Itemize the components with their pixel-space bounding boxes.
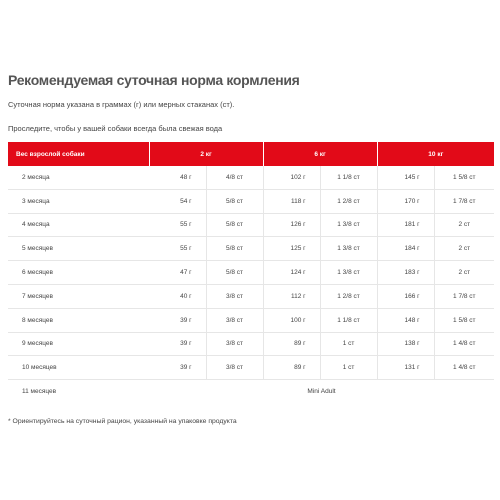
grams-cell: 183 г bbox=[377, 261, 434, 285]
cups-cell: 3/8 ст bbox=[206, 308, 263, 332]
age-cell: 3 месяца bbox=[8, 189, 149, 213]
age-cell: 11 месяцев bbox=[22, 388, 57, 396]
grams-cell: 148 г bbox=[377, 308, 434, 332]
table-row bbox=[8, 261, 494, 285]
page-title: Рекомендуемая суточная норма кормления bbox=[8, 72, 300, 88]
grams-cell: 170 г bbox=[377, 189, 434, 213]
cups-cell: 1 1/8 ст bbox=[320, 166, 377, 189]
grams-cell: 54 г bbox=[149, 189, 206, 213]
table-row bbox=[8, 166, 494, 189]
cups-cell: 1 3/8 ст bbox=[320, 237, 377, 261]
grams-cell: 100 г bbox=[263, 308, 320, 332]
footnote: * Ориентируйтесь на суточный рацион, указанный на упаковке продукта bbox=[8, 418, 237, 425]
cups-cell: 2 ст bbox=[434, 213, 494, 237]
cups-cell: 2 ст bbox=[434, 261, 494, 285]
grams-cell: 102 г bbox=[263, 166, 320, 189]
grams-cell: 55 г bbox=[149, 213, 206, 237]
grams-cell: 131 г bbox=[377, 356, 434, 380]
cups-cell: 1 4/8 ст bbox=[434, 356, 494, 380]
product-cell: Mini Adult bbox=[307, 388, 336, 396]
table-header-row bbox=[8, 142, 494, 166]
grams-cell: 118 г bbox=[263, 189, 320, 213]
grams-cell: 181 г bbox=[377, 213, 434, 237]
grams-cell: 145 г bbox=[377, 166, 434, 189]
cups-cell: 5/8 ст bbox=[206, 261, 263, 285]
grams-cell: 138 г bbox=[377, 332, 434, 356]
table-row bbox=[8, 237, 494, 261]
table-row bbox=[8, 332, 494, 356]
cups-cell: 1 ст bbox=[320, 356, 377, 380]
grams-cell: 48 г bbox=[149, 166, 206, 189]
water-note: Проследите, чтобы у вашей собаки всегда была свежая вода bbox=[8, 124, 223, 133]
feeding-table bbox=[8, 142, 494, 403]
age-cell: 5 месяцев bbox=[8, 237, 149, 261]
cups-cell: 1 7/8 ст bbox=[434, 284, 494, 308]
header-weight: 10 кг bbox=[377, 142, 494, 166]
header-label: Вес взрослой собаки bbox=[8, 142, 149, 166]
cups-cell: 1 2/8 ст bbox=[320, 284, 377, 308]
grams-cell: 40 г bbox=[149, 284, 206, 308]
header-weight: 6 кг bbox=[263, 142, 377, 166]
cups-cell: 5/8 ст bbox=[206, 189, 263, 213]
cups-cell: 1 7/8 ст bbox=[434, 189, 494, 213]
cups-cell: 1 2/8 ст bbox=[320, 189, 377, 213]
cups-cell: 5/8 ст bbox=[206, 213, 263, 237]
grams-cell: 39 г bbox=[149, 356, 206, 380]
grams-cell: 47 г bbox=[149, 261, 206, 285]
cups-cell: 3/8 ст bbox=[206, 356, 263, 380]
grams-cell: 166 г bbox=[377, 284, 434, 308]
cups-cell: 1 3/8 ст bbox=[320, 213, 377, 237]
table-row bbox=[8, 189, 494, 213]
age-cell: 10 месяцев bbox=[8, 356, 149, 380]
cups-cell: 5/8 ст bbox=[206, 237, 263, 261]
cups-cell: 1 ст bbox=[320, 332, 377, 356]
grams-cell: 39 г bbox=[149, 332, 206, 356]
grams-cell: 112 г bbox=[263, 284, 320, 308]
cups-cell: 3/8 ст bbox=[206, 284, 263, 308]
grams-cell: 55 г bbox=[149, 237, 206, 261]
grams-cell: 89 г bbox=[263, 356, 320, 380]
age-cell: 9 месяцев bbox=[8, 332, 149, 356]
grams-cell: 124 г bbox=[263, 261, 320, 285]
age-cell: 4 месяца bbox=[8, 213, 149, 237]
cups-cell: 1 4/8 ст bbox=[434, 332, 494, 356]
cups-cell: 4/8 ст bbox=[206, 166, 263, 189]
cups-cell: 1 3/8 ст bbox=[320, 261, 377, 285]
grams-cell: 39 г bbox=[149, 308, 206, 332]
table-row bbox=[8, 308, 494, 332]
age-cell: 8 месяцев bbox=[8, 308, 149, 332]
grams-cell: 184 г bbox=[377, 237, 434, 261]
intro-text: Суточная норма указана в граммах (г) или мерных стаканах (ст). bbox=[8, 100, 235, 109]
table-row bbox=[8, 213, 494, 237]
age-cell: 2 месяца bbox=[8, 166, 149, 189]
cups-cell: 3/8 ст bbox=[206, 332, 263, 356]
age-cell: 6 месяцев bbox=[8, 261, 149, 285]
cups-cell: 2 ст bbox=[434, 237, 494, 261]
grams-cell: 89 г bbox=[263, 332, 320, 356]
cups-cell: 1 5/8 ст bbox=[434, 308, 494, 332]
table-row bbox=[8, 356, 494, 380]
cups-cell: 1 5/8 ст bbox=[434, 166, 494, 189]
table-row bbox=[8, 380, 494, 403]
grams-cell: 126 г bbox=[263, 213, 320, 237]
grams-cell: 125 г bbox=[263, 237, 320, 261]
cups-cell: 1 1/8 ст bbox=[320, 308, 377, 332]
age-cell: 7 месяцев bbox=[8, 284, 149, 308]
header-weight: 2 кг bbox=[149, 142, 263, 166]
table-row bbox=[8, 284, 494, 308]
